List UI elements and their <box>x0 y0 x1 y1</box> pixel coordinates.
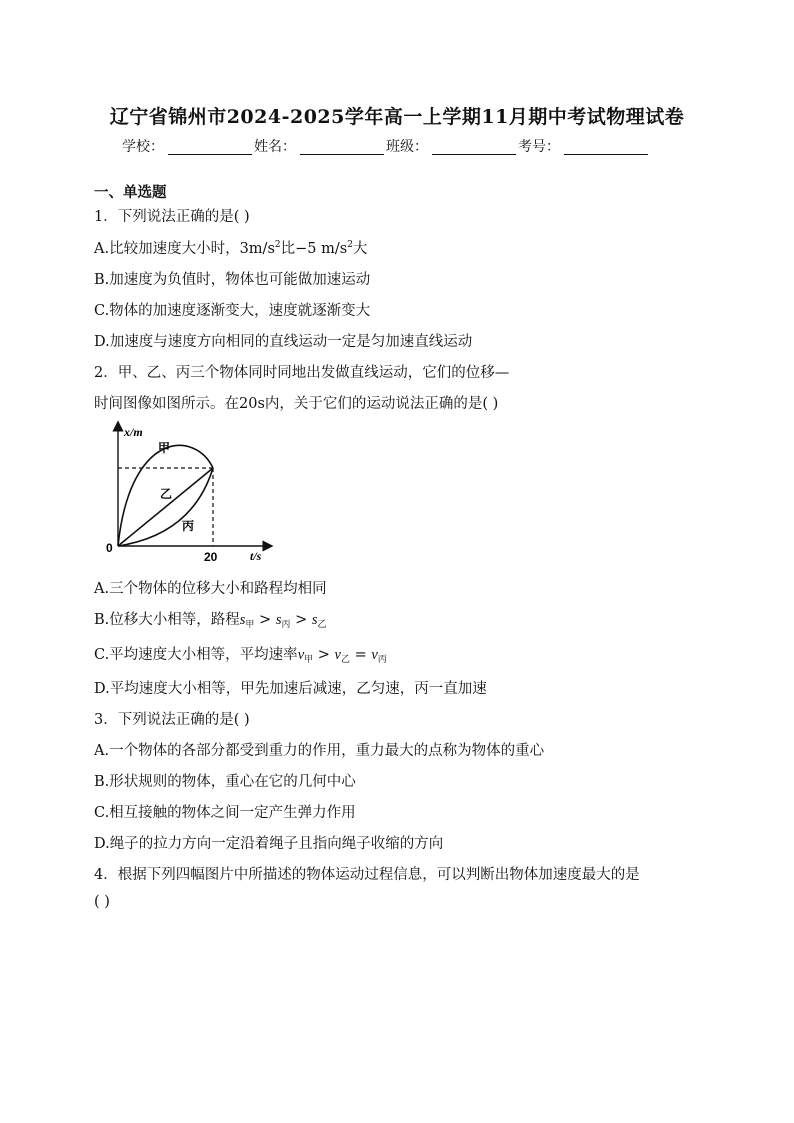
q4-stem-line2: ( ) <box>94 894 110 910</box>
origin-label: 0 <box>106 541 113 555</box>
exam-title: 辽宁省锦州市2024-2025学年高一上学期11月期中考试物理试卷 <box>109 106 685 128</box>
y-axis-label: x/m <box>124 425 143 439</box>
q3-option-b: B.形状规则的物体，重心在它的几何中心 <box>94 774 356 790</box>
q1-option-c: C.物体的加速度逐渐变大，速度就逐渐变大 <box>94 303 371 319</box>
name-blank[interactable] <box>300 138 384 155</box>
school-blank[interactable] <box>168 138 252 155</box>
q2-option-b: B.位移大小相等，路程$s_甲 > s_丙 > s_乙$ <box>94 612 327 630</box>
x-axis-label: t/s <box>250 549 262 563</box>
line-yi <box>118 468 213 546</box>
q3-option-d: D.绳子的拉力方向一定沿着绳子且指向绳子收缩的方向 <box>94 836 444 852</box>
label-bing: 丙 <box>182 519 195 533</box>
q2-option-c: C.平均速度大小相等，平均速率$v_甲 > v_乙 = v_丙$ <box>94 647 387 665</box>
q4-stem-line1: 4．根据下列四幅图片中所描述的物体运动过程信息，可以判断出物体加速度最大的是 <box>94 867 640 883</box>
school-label: 学校： <box>122 139 164 155</box>
q1-stem: 1．下列说法正确的是( ) <box>94 209 250 225</box>
q3-option-c: C.相互接触的物体之间一定产生弹力作用 <box>94 805 356 821</box>
class-blank[interactable] <box>432 138 516 155</box>
q3-stem: 3．下列说法正确的是( ) <box>94 712 250 728</box>
class-label: 班级： <box>386 139 428 155</box>
number-label: 考号： <box>518 139 560 155</box>
x-tick-20: 20 <box>204 550 218 564</box>
q2-stem-line2: 时间图像如图所示。在20s内，关于它们的运动说法正确的是( ) <box>94 396 499 412</box>
number-blank[interactable] <box>564 138 648 155</box>
q2-stem-line1: 2．甲、乙、丙三个物体同时同地出发做直线运动，它们的位移— <box>94 365 510 381</box>
displacement-time-graph <box>100 420 280 570</box>
q1-option-d: D.加速度与速度方向相同的直线运动一定是匀加速直线运动 <box>94 334 473 350</box>
q3-option-a: A.一个物体的各部分都受到重力的作用，重力最大的点称为物体的重心 <box>94 743 545 759</box>
student-info-row <box>122 136 650 156</box>
q1-option-b: B.加速度为负值时，物体也可能做加速运动 <box>94 272 371 288</box>
section-heading: 一、单选题 <box>94 184 167 201</box>
label-jia: 甲 <box>158 441 171 455</box>
name-label: 姓名： <box>254 139 296 155</box>
q1-option-a: A.比较加速度大小时，$3m/s^2$比−5 $m/s^2$大 <box>94 240 368 257</box>
q2-option-d: D.平均速度大小相等，甲先加速后减速，乙匀速，丙一直加速 <box>94 681 487 697</box>
q2-option-a: A.三个物体的位移大小和路程均相同 <box>94 581 327 597</box>
label-yi: 乙 <box>160 487 173 501</box>
